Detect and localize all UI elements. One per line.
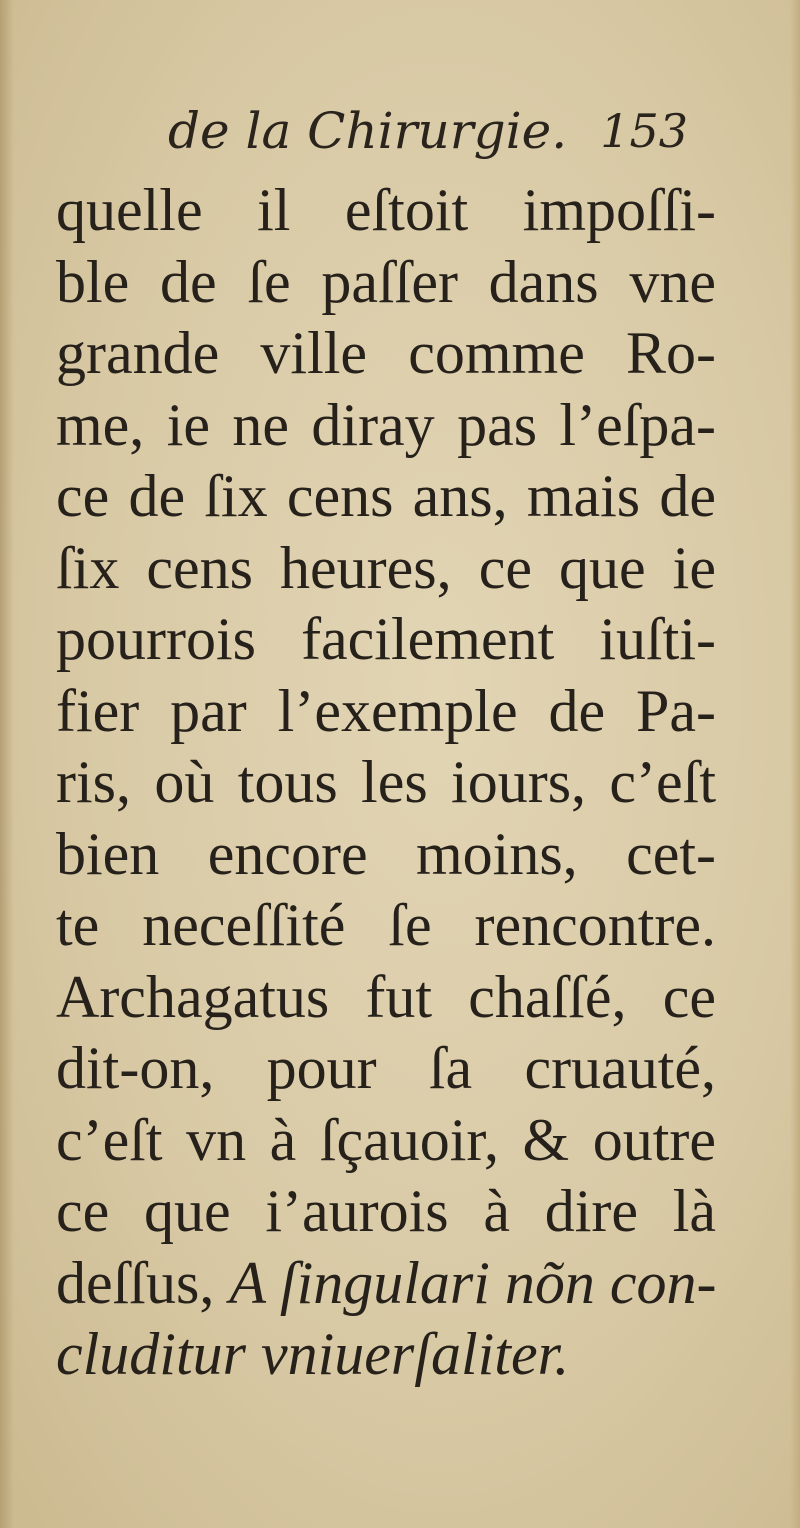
text-line: ce que i’aurois à dire là <box>56 1178 716 1244</box>
running-title: de la Chirurgie. <box>168 102 568 160</box>
text-line: ris, où tous les iours, c’eſt <box>56 749 716 815</box>
text-line: ſix cens heures, ce que ie <box>56 534 716 601</box>
text-line: c’eſt vn à ſçauoir, & outre <box>56 1106 716 1173</box>
page-number: 153 <box>600 104 688 158</box>
text-line <box>56 1248 716 1320</box>
text-line: fier par l’exemple de Pa- <box>56 677 716 744</box>
running-head <box>168 96 688 166</box>
text-line: quelle il eſtoit impoſſi- <box>56 177 716 243</box>
text-roman: deſſus, <box>56 1249 230 1316</box>
text-line: grande ville comme Ro- <box>56 320 716 386</box>
body-text <box>56 175 716 1391</box>
text-line: bien encore moins, cet- <box>56 820 716 887</box>
text-line: te neceſſité ſe rencontre. <box>56 892 716 958</box>
text-line: ble de ſe paſſer dans vne <box>56 248 716 315</box>
text-line: me, ie ne diray pas l’eſpa- <box>56 391 716 458</box>
text-line: dit-on, pour ſa cruauté, <box>56 1035 716 1101</box>
latin-quote-line: cluditur vniuerſaliter. <box>56 1321 570 1387</box>
latin-quote: A ſingulari nõn con- <box>229 1249 717 1316</box>
text-line: ce de ſix cens ans, mais de <box>56 463 716 529</box>
text-line: Archagatus fut chaſſé, ce <box>56 963 716 1030</box>
text-line: pourrois facilement iuſti- <box>56 606 716 672</box>
